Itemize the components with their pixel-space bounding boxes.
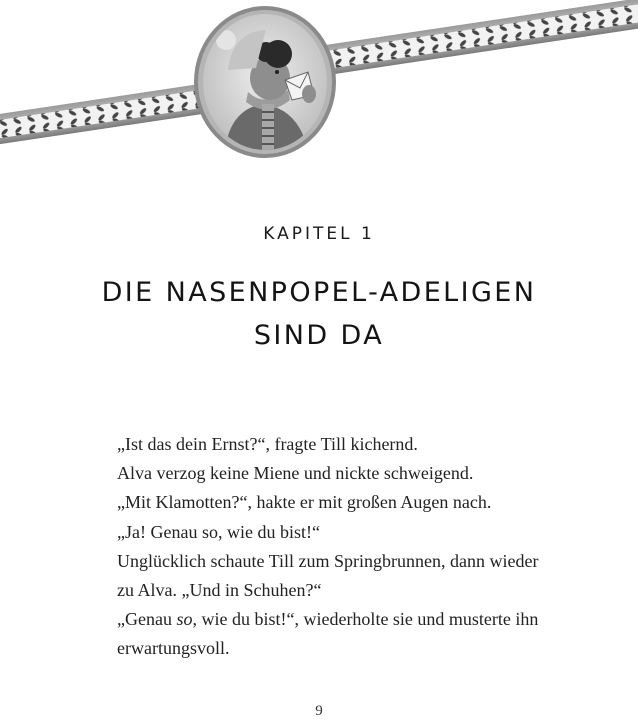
chapter-title-line-1: DIE NASENPOPEL-ADELIGEN [101, 277, 537, 308]
chapter-header-illustration [0, 0, 638, 170]
chapter-title [0, 271, 638, 357]
emphasized-text: so [176, 609, 193, 630]
text-line: Alva verzog keine Miene und nickte schweigend. [117, 463, 474, 484]
chapter-number: KAPITEL 1 [263, 224, 375, 244]
chapter-body-text [117, 430, 547, 664]
text-line: erwartungsvoll. [117, 638, 230, 659]
text-segment: „Genau [117, 609, 177, 630]
text-line: „Mit Klamotten?“, hakte er mit großen Augen nach. [117, 492, 492, 513]
text-line [117, 605, 547, 634]
text-segment: , wie du bist!“, wiederholte sie und musterte ihn [192, 609, 539, 630]
chapter-title-line-2: SIND DA [253, 320, 385, 351]
text-line: „Ist das dein Ernst?“, fragte Till kichernd. [117, 434, 418, 454]
text-line: Unglücklich schaute Till zum Springbrunnen, dann wieder [117, 550, 539, 571]
text-line: „Ja! Genau so, wie du bist!“ [117, 521, 320, 542]
text-line: zu Alva. „Und in Schuhen?“ [117, 580, 322, 601]
banner-with-medallion-icon [0, 0, 638, 170]
page-number: 9 [315, 703, 323, 719]
